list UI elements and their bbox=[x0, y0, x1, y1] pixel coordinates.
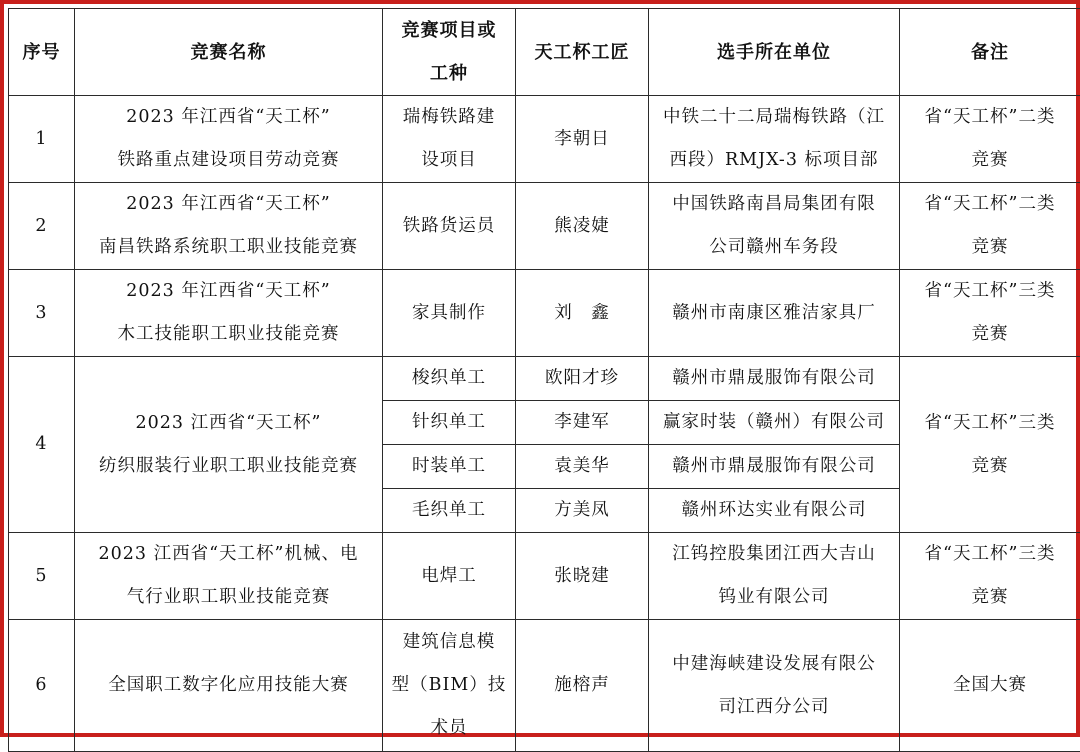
cell-project-line: 术员 bbox=[389, 707, 509, 750]
cell-name-line: 气行业职工职业技能竞赛 bbox=[81, 576, 376, 619]
cell-name: 全国职工数字化应用技能大赛 bbox=[75, 620, 383, 752]
cell-note-line: 竞赛 bbox=[906, 139, 1074, 182]
cell-note-line: 省“天工杯”二类 bbox=[906, 183, 1074, 226]
header-unit: 选手所在单位 bbox=[649, 9, 900, 96]
cell-unit-line: 公司赣州车务段 bbox=[655, 226, 893, 269]
cell-name-line: 2023 江西省“天工杯” bbox=[81, 402, 376, 445]
cell-project: 梭织单工 bbox=[383, 357, 516, 401]
cell-note-line: 竞赛 bbox=[906, 226, 1074, 269]
table-row bbox=[9, 533, 1080, 620]
cell-no: 6 bbox=[9, 620, 75, 752]
cell-note-line: 省“天工杯”二类 bbox=[906, 96, 1074, 139]
cell-unit-line: 江钨控股集团江西大吉山 bbox=[655, 533, 893, 576]
table-header-row bbox=[9, 9, 1080, 96]
cell-name-line: 2023 年江西省“天工杯” bbox=[81, 183, 376, 226]
cell-no: 5 bbox=[9, 533, 75, 620]
cell-project bbox=[383, 96, 516, 183]
cell-unit bbox=[649, 96, 900, 183]
cell-unit bbox=[649, 533, 900, 620]
cell-artisan: 方美凤 bbox=[516, 489, 649, 533]
cell-note-line: 竞赛 bbox=[906, 313, 1074, 356]
cell-unit-line: 中铁二十二局瑞梅铁路（江 bbox=[655, 96, 893, 139]
cell-artisan: 熊凌婕 bbox=[516, 183, 649, 270]
header-project-line: 竞赛项目或 bbox=[389, 9, 509, 52]
cell-unit-line: 西段）RMJX-3 标项目部 bbox=[655, 139, 893, 182]
artisan-table bbox=[8, 8, 1080, 752]
cell-project: 家具制作 bbox=[383, 270, 516, 357]
header-no: 序号 bbox=[9, 9, 75, 96]
cell-artisan: 袁美华 bbox=[516, 445, 649, 489]
cell-unit: 赣州市南康区雅洁家具厂 bbox=[649, 270, 900, 357]
cell-project-line: 瑞梅铁路建 bbox=[389, 96, 509, 139]
cell-note bbox=[900, 533, 1080, 620]
cell-unit: 赣州市鼎晟服饰有限公司 bbox=[649, 445, 900, 489]
cell-name-line: 纺织服装行业职工职业技能竞赛 bbox=[81, 445, 376, 488]
cell-name-line: 铁路重点建设项目劳动竞赛 bbox=[81, 139, 376, 182]
table-row bbox=[9, 96, 1080, 183]
cell-name-line: 2023 年江西省“天工杯” bbox=[81, 270, 376, 313]
cell-project: 针织单工 bbox=[383, 401, 516, 445]
header-artisan: 天工杯工匠 bbox=[516, 9, 649, 96]
cell-name bbox=[75, 270, 383, 357]
cell-note bbox=[900, 96, 1080, 183]
cell-no: 4 bbox=[9, 357, 75, 533]
cell-unit: 赢家时装（赣州）有限公司 bbox=[649, 401, 900, 445]
cell-note bbox=[900, 357, 1080, 533]
cell-unit-line: 中国铁路南昌局集团有限 bbox=[655, 183, 893, 226]
cell-name-line: 2023 年江西省“天工杯” bbox=[81, 96, 376, 139]
cell-note-line: 省“天工杯”三类 bbox=[906, 270, 1074, 313]
header-name: 竞赛名称 bbox=[75, 9, 383, 96]
cell-no: 2 bbox=[9, 183, 75, 270]
cell-artisan: 刘 鑫 bbox=[516, 270, 649, 357]
cell-note bbox=[900, 270, 1080, 357]
cell-note-line: 竞赛 bbox=[906, 576, 1074, 619]
cell-unit: 赣州环达实业有限公司 bbox=[649, 489, 900, 533]
cell-artisan: 张晓建 bbox=[516, 533, 649, 620]
header-project bbox=[383, 9, 516, 96]
cell-unit bbox=[649, 183, 900, 270]
cell-note-line: 省“天工杯”三类 bbox=[906, 533, 1074, 576]
cell-name-line: 木工技能职工职业技能竞赛 bbox=[81, 313, 376, 356]
cell-project: 电焊工 bbox=[383, 533, 516, 620]
cell-note-line: 省“天工杯”三类 bbox=[906, 402, 1074, 445]
table-row bbox=[9, 620, 1080, 752]
table-row bbox=[9, 357, 1080, 401]
cell-project: 时装单工 bbox=[383, 445, 516, 489]
cell-note bbox=[900, 183, 1080, 270]
cell-name-line: 2023 江西省“天工杯”机械、电 bbox=[81, 533, 376, 576]
cell-artisan: 欧阳才珍 bbox=[516, 357, 649, 401]
cell-artisan: 李建军 bbox=[516, 401, 649, 445]
cell-unit-line: 中建海峡建设发展有限公 bbox=[655, 643, 893, 686]
header-note: 备注 bbox=[900, 9, 1080, 96]
cell-artisan: 施榕声 bbox=[516, 620, 649, 752]
cell-unit: 赣州市鼎晟服饰有限公司 bbox=[649, 357, 900, 401]
cell-unit-line: 司江西分公司 bbox=[655, 686, 893, 729]
cell-unit bbox=[649, 620, 900, 752]
cell-name bbox=[75, 357, 383, 533]
cell-name bbox=[75, 533, 383, 620]
cell-project-line: 型（BIM）技 bbox=[389, 664, 509, 707]
cell-project bbox=[383, 620, 516, 752]
cell-unit-line: 钨业有限公司 bbox=[655, 576, 893, 619]
cell-name bbox=[75, 96, 383, 183]
cell-artisan: 李朝日 bbox=[516, 96, 649, 183]
table-row bbox=[9, 270, 1080, 357]
cell-name-line: 南昌铁路系统职工职业技能竞赛 bbox=[81, 226, 376, 269]
cell-project: 铁路货运员 bbox=[383, 183, 516, 270]
cell-project-line: 设项目 bbox=[389, 139, 509, 182]
cell-project-line: 建筑信息模 bbox=[389, 621, 509, 664]
cell-project: 毛织单工 bbox=[383, 489, 516, 533]
cell-note-line: 竞赛 bbox=[906, 445, 1074, 488]
cell-name bbox=[75, 183, 383, 270]
header-project-line: 工种 bbox=[389, 52, 509, 95]
cell-no: 1 bbox=[9, 96, 75, 183]
table-row bbox=[9, 183, 1080, 270]
cell-note: 全国大赛 bbox=[900, 620, 1080, 752]
cell-no: 3 bbox=[9, 270, 75, 357]
